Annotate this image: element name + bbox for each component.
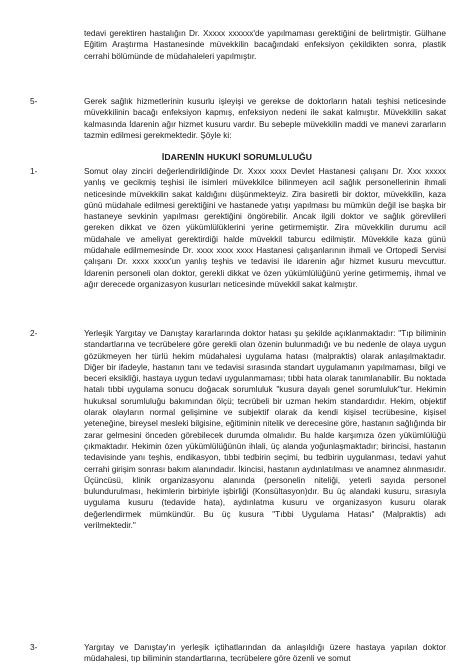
item-text: Somut olay zinciri değerlendirildiğinde Dr. Xxxx xxxx Devlet Hastanesi çalışanı Dr. Xxx xxxxx yanlış ve gecikmiş teşhisi ile isimleri müvekkilce bilinmeyen acil sağlık personellerinin ihmali neticesinde müvekkilin sakat kaldığını düşünmekteyiz. Zira basiretli bir doktor, müvekkilin, kaza günü müdahale edilmesi gerektiğini ve hastanede yatışı yapılması bu mümkün değil ise başka bir hastaneye sevkinin yapılması gerektiğini öngörebilir. Ancak ilgili doktor ve sağlık görevlileri gereken dikkat ve özen yükümlülüklerini yerine getirmemiştir. Zira müvekkilin durumu acil müdahale ve ameliyat gerektirdiği halde müvekkil taburcu edilmiştir. Müvekkile kaza günü müdahale edilmemesinde Dr. xxxx xxxx xxxx Hastanesi çalışanlarının ihmali ve Ortopedi Servisi çalışanı Dr. xxxx xxxx'un yanlış teşhis ve tedavisi ile idarenin ağır hizmet kusuru mevcuttur. İdarenin personeli olan doktor, gerekli dikkat ve özen yükümlülüğünü yerine getirmemiş, ihmal ve ağır derecede organizasyon kusurları neticesinde müvekkil sakat kalmıştır. [84,166,446,289]
section-heading: İDARENİN HUKUKİ SORUMLULUĞU [161,152,313,162]
list-item-2 [30,328,446,531]
list-item-1 [30,166,446,290]
item-text: Yargıtay ve Danıştay'ın yerleşik içtihatlarından da anlaşıldığı üzere hastaya yapılan doktor müdahalesi, tıp biliminin standartlarına, tecrübelere göre özenli ve somut [84,642,446,664]
item-number: 1- [30,166,38,176]
intro-paragraph: tedavi gerektiren hastalığın Dr. Xxxxx xxxxxx'de yapılmaması gerektiğini de belirtmiştir. Gülhane Eğitim Araştırma Hastanesinde müvekkilin bacağındaki enfeksiyon çekildikten sonra, plastik cerrahi bölümünde de müdahaleleri yapılmıştır. [84,28,446,61]
item-number: 2- [30,328,38,338]
list-item-3 [30,642,446,665]
list-item-5 [30,96,446,141]
item-number: 5- [30,96,38,106]
item-number: 3- [30,642,38,652]
item-text: Gerek sağlık hizmetlerinin kusurlu işleyişi ve gerekse de doktorların hatalı teşhisi neticesinde müvekkilinin bacağı enfeksiyon kapmış, enfeksiyon nedeni ile sakat kalmıştır. Müvekkilin sakat kalmasında İdarenin ağır hizmet kusuru vardır. Bu sebeple müvekkilin maddi ve manevi zararların tazmin edilmesi gerekmektedir. Şöyle ki: [84,96,446,140]
item-text: Yerleşik Yargıtay ve Danıştay kararlarında doktor hatası şu şekilde açıklanmaktadır: "Tıp biliminin standartlarına ve tecrübelere göre gerekli olan özenin bulunmadığı ve bu nedenle de olaya uygun gözükmeyen her türlü hekim müdahalesi uygulama hatası (malpraktis) olarak anlaşılmaktadır. Diğer bir ifadeyle, hastanın tanı ve tedavisi sırasında standart uygulamanın yapılmaması, bilgi ve beceri eksikliği, hastaya uygun tedavi uygulanmaması; tıbbi hata olarak tanımlanabilir. Bu noktada hatalı tıbbi uygulama sonucu doğacak sorumluluk "kusura dayalı genel sorumluluk"tur. Hekimin hukuksal sorumluluğu bakımından ölçü; tecrübeli bir uzman hekim standardıdır. Hekim, objektif olarak olayların normal gelişimine ve subjektif olarak da kendi kişisel tecrübesine, kişisel yeteneğine, bireysel mesleki bilgisine, eğitiminin nitelik ve derecesine göre, hastanın sağlığında bir zarar gelmesini önceden görebilecek durumda olmalıdır. Bu halde karşımıza özen yükümlülüğü çıkmaktadır. Hekimin özen yükümlülüğünün ihlali, üç alanda yoğunlaşmaktadır; birincisi, hastanın tedavisinde yanı teşhis, endikasyon, tıbbi tedbirin seçimi, bu tedbirin uygulanması, tedavi yahut cerrahi girişim sonrası bakım alanındadır. İkincisi, hastanın aydınlatılması ve anamnez alınmasıdır. Üçüncüsü, klinik organizasyonu alanında (personelin niteliği, yeterli sayıda personel bulundurulması, hekimlerin birbiriyle işbirliği (Konsültasyon)dır. Bu üç alandaki kusuru, sırasıyla uygulama kusuru (tedavide hata), aydınlatma kusuru ve organizasyon kusuru olarak değerlendirmek mümkündür. Bu üç kusura "Tıbbi Uygulama Hatası" (Malpraktis) adı verilmektedir." [84,328,446,531]
